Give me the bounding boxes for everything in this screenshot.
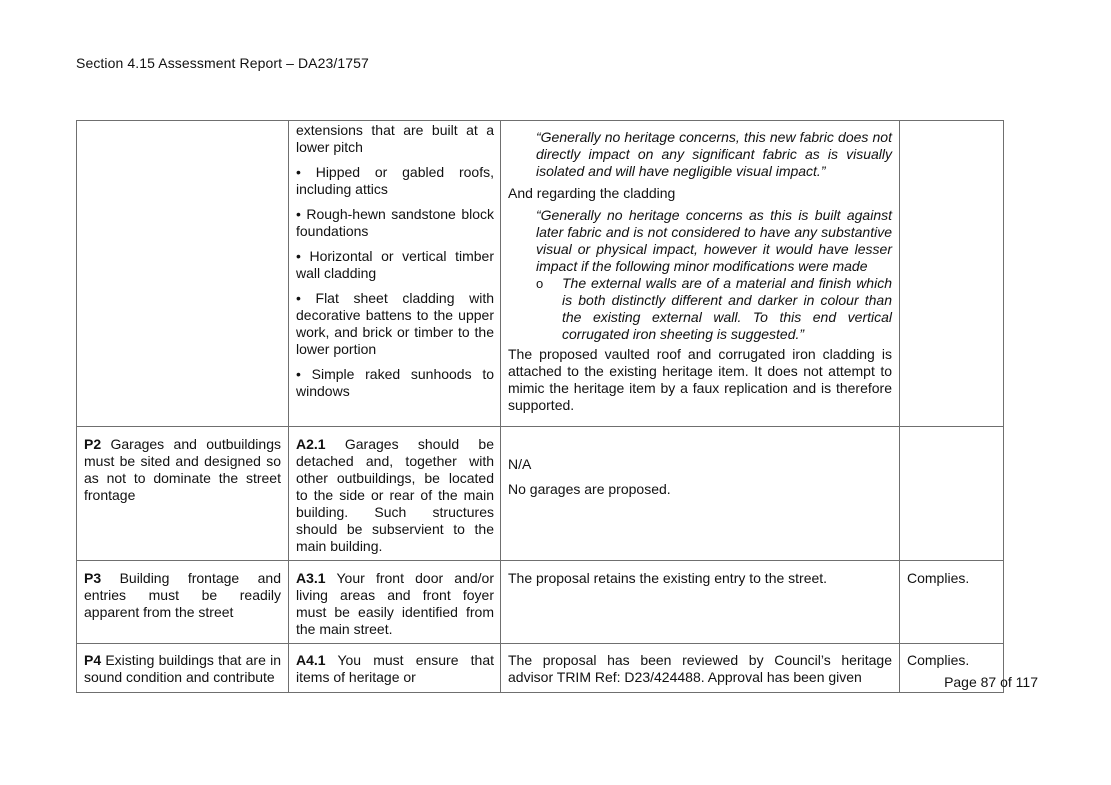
compliance-cell: Complies. [900, 561, 1004, 644]
list-item: • Rough-hewn sandstone block foundations [296, 206, 494, 239]
list-item: • Horizontal or vertical timber wall cladding [296, 248, 494, 281]
criterion-code: P2 [84, 436, 102, 452]
compliance-cell: Complies. [900, 644, 1004, 693]
compliance-cell [900, 121, 1004, 427]
list-item: • Flat sheet cladding with decorative battens to the upper work, and brick or timber to the lower portion [296, 290, 494, 357]
comment-cell [501, 427, 900, 561]
list-item: extensions that are built at a lower pitch [296, 122, 494, 155]
page-number: Page 87 of 117 [944, 674, 1038, 690]
heritage-quote: “Generally no heritage concerns, this new fabric does not directly impact on any significant fabric as is visually isolated and will have negligible visual impact.” [536, 129, 892, 179]
acceptable-solution-cell [289, 644, 501, 693]
table-row [77, 644, 1004, 693]
assessment-table [76, 120, 1004, 693]
compliance-cell [900, 427, 1004, 561]
list-item-text: The external walls are of a material and finish which is both distinctly different and darker in colour than the existing external wall. To this end vertical corrugated iron sheeting is suggested.” [562, 275, 892, 342]
acceptable-solution-cell [289, 121, 501, 427]
comment-cell [501, 121, 900, 427]
criterion-text: Garages should be detached and, together with other outbuildings, be located to the side or rear of the main building. Such structures should be subservient to the main building. [296, 436, 494, 554]
table-row [77, 121, 1004, 427]
criterion-text: Existing buildings that are in sound condition and contribute [84, 652, 281, 685]
criterion-code: A4.1 [296, 652, 326, 668]
performance-cell [77, 644, 289, 693]
performance-cell [77, 121, 289, 427]
comment-cell: The proposal has been reviewed by Council’s heritage advisor TRIM Ref: D23/424488. Approval has been given [501, 644, 900, 693]
criterion-text: Garages and outbuildings must be sited and designed so as not to dominate the street frontage [84, 436, 281, 503]
page-header: Section 4.15 Assessment Report – DA23/1757 [76, 55, 369, 71]
comment-cell: The proposal retains the existing entry to the street. [501, 561, 900, 644]
comment-text: The proposed vaulted roof and corrugated iron cladding is attached to the existing heritage item. It does not attempt to mimic the heritage item by a faux replication and is therefore supported. [508, 346, 892, 413]
acceptable-solution-cell [289, 427, 501, 561]
criterion-code: A3.1 [296, 570, 326, 586]
comment-text: And regarding the cladding [508, 185, 676, 201]
heritage-quote: “Generally no heritage concerns as this is built against later fabric and is not considered to have any substantive visual or physical impact, however it would have lesser impact if the following minor modifications were made [536, 207, 892, 274]
criterion-text: You must ensure that items of heritage or [296, 652, 494, 685]
list-item [536, 275, 892, 343]
criterion-text: Building frontage and entries must be readily apparent from the street [84, 570, 281, 620]
list-item: • Simple raked sunhoods to windows [296, 366, 494, 399]
table-row [77, 427, 1004, 561]
acceptable-solution-cell [289, 561, 501, 644]
table-row [77, 561, 1004, 644]
criterion-code: P4 [84, 652, 102, 668]
list-item: • Hipped or gabled roofs, including attics [296, 164, 494, 197]
criterion-code: P3 [84, 570, 102, 586]
performance-cell [77, 427, 289, 561]
comment-text: N/A [508, 456, 532, 472]
bullet-marker: o [536, 276, 544, 291]
criterion-text: Your front door and/or living areas and front foyer must be easily identified from the main street. [296, 570, 494, 637]
comment-text: No garages are proposed. [508, 481, 671, 497]
criterion-code: A2.1 [296, 436, 326, 452]
performance-cell [77, 561, 289, 644]
